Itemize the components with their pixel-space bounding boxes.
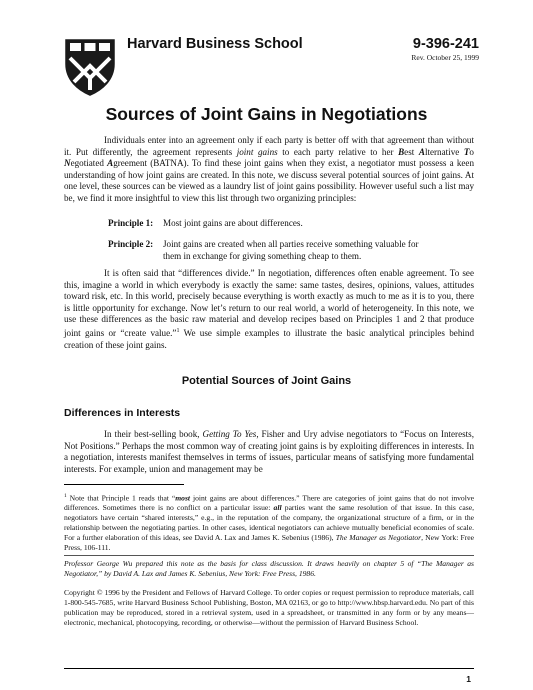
- page-number: 1: [466, 674, 471, 684]
- notes-divider: [64, 555, 474, 556]
- interests-paragraph: In their best-selling book, Getting To Yes, Fisher and Ury advise negotiators to “Focus on Interests, Not Positions.” Perhaps the most common way of creating joint gains is by exploiting differences in interests. In a negotiation, interests manifest themselves in terms of issues, particular means of satisfying more fundamental interests. For example, union and management may be: [64, 429, 474, 474]
- footnote-1: $^1$ Note that Principle 1 reads that “most joint gains are about differences.” There are categories of joint gains that do not involve differences. Sometimes there is no conflict on a particular issue: all parties want the same resolution of that issue. In this case, negotiators have certain “shared interests,” e.g., in the reputation of the company, the organizational structure of a firm, or in the relationship between the negotiating parties. In other cases, identical negotiators can achieve mutually beneficial economies of scale. For a further elaboration of this ideas, see David A. Lax and James K. Sebenius (1986), The Manager as Negotiator, New York: Free Press, 106-111.: [64, 493, 475, 553]
- intro-paragraph: Individuals enter into an agreement only if each party is better off with that agreement than without it. Put differently, the agreement represents joint gains to each party relative to her Best Alternative To Negotiated Agreement (BATNA). To find these joint gains when they exist, a negotiator must possess a keen understanding of how joint gains are created. In this note, we discuss several potential sources of joint gains. At one level, these sources can be viewed as a laundry list of joint gains possibility. However useful such a list may be, we find it more insightful to view this list through two organizing principles:: [64, 135, 474, 203]
- section-heading: Potential Sources of Joint Gains: [181, 375, 352, 387]
- footer-rule: [64, 668, 474, 669]
- harvard-shield-logo: [64, 38, 116, 96]
- copyright-notice: Copyright © 1996 by the President and Fellows of Harvard College. To order copies or request permission to reproduce materials, call 1-800-545-7685, write Harvard Business School Publishing, Boston, MA 02163, or go to http://www.hbsp.harvard.edu. No part of this publication may be reproduced, stored in a retrieval system, used in a spreadsheet, or transmitted in any form or by any means—electronic, mechanical, photocopying, recording, or otherwise—without the permission of Harvard Business School.: [64, 588, 474, 627]
- principle-2: Principle 2: Joint gains are created when all parties receive something valuable for them in exchange for giving something cheap to them.: [108, 239, 419, 261]
- preparation-note: Professor George Wu prepared this note as the basis for class discussion. It draws heavily on chapter 5 of “The Manager as Negotiator,” by David A. Lax and James K. Sebenius, New York: Free Press, 1986.: [64, 559, 474, 578]
- document-title: Sources of Joint Gains in Negotiations: [105, 104, 428, 124]
- document-number: 9-396-241: [412, 36, 479, 52]
- revision-date: Rev. October 25, 1999: [411, 53, 479, 62]
- school-name: Harvard Business School: [127, 36, 303, 52]
- principle-1: Principle 1: Most joint gains are about differences.: [108, 218, 303, 228]
- footnote-divider: [64, 484, 184, 485]
- subsection-heading: Differences in Interests: [64, 407, 181, 419]
- differences-paragraph: It is often said that “differences divide.” In negotiation, differences often enable agreement. To see this, imagine a world in which everybody is exactly the same: same tastes, desires, opinions, values, attitudes toward risk, etc. In this world, precisely because everything is worth exactly as much to me as it is to you, there is little opportunity for exchange. Now let’s return to our real world, a world of heterogeneity. In this note, we use these differences as the basic raw material and develop recipes based on Principles 1 and 2 that produce joint gains or “create value.”$^1$ We use simple examples to illustrate the basic analytical principles behind creation of these joint gains.: [64, 268, 474, 350]
